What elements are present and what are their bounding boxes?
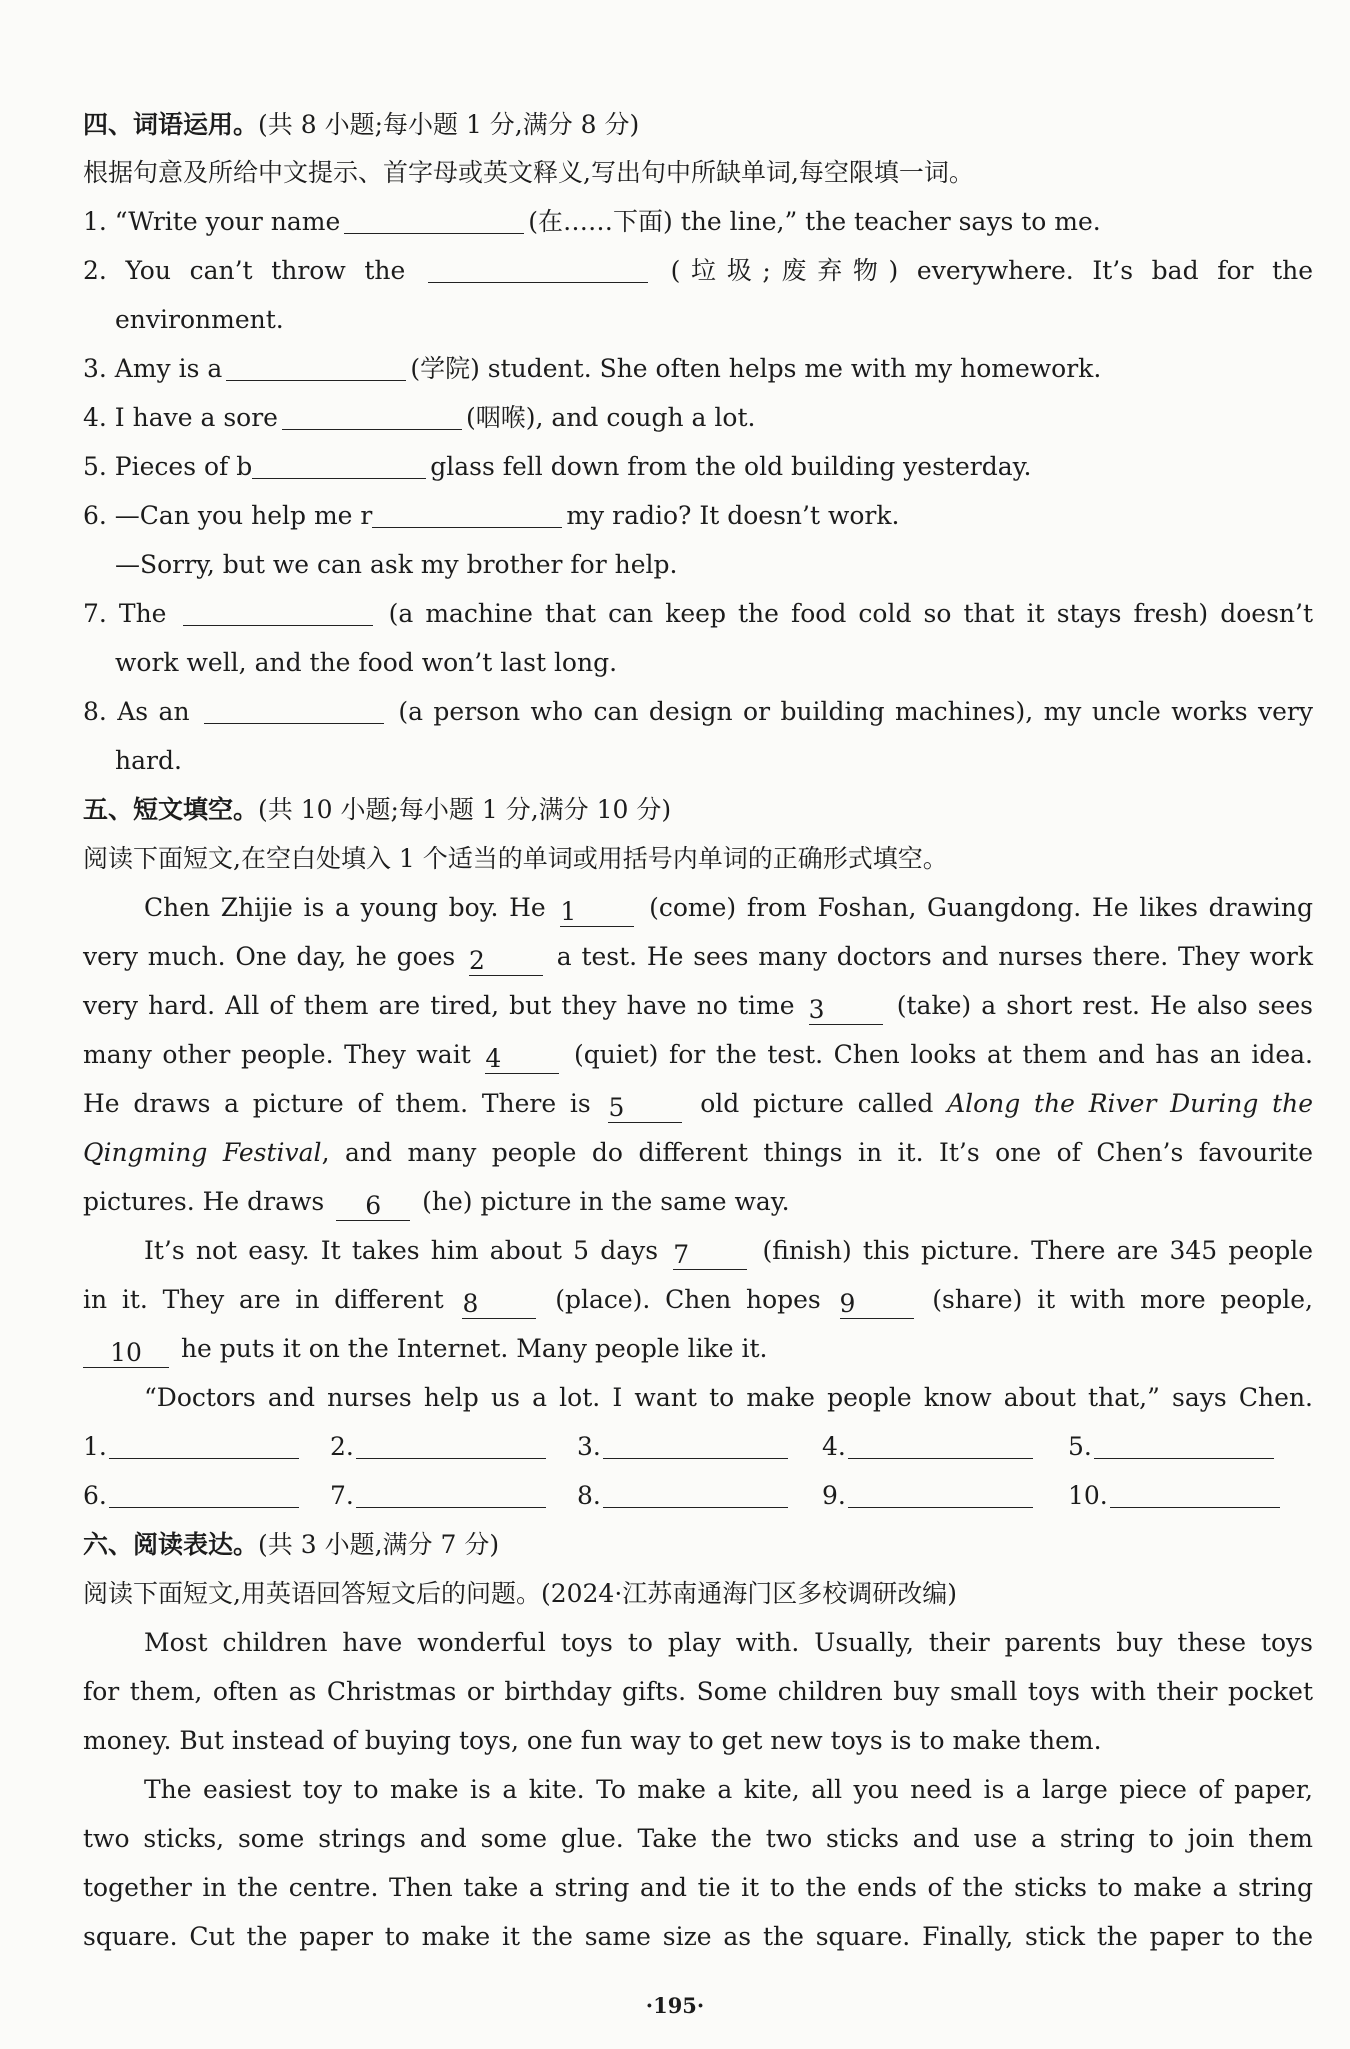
section4-score: (共 8 小题;每小题 1 分,满分 8 分) <box>258 110 640 139</box>
passage-blank[interactable]: 6 <box>336 1192 410 1221</box>
reading-line: The easiest toy to make is a kite. To make a kite, all you need is a large piece of paper, <box>144 1775 1313 1804</box>
passage-line: very much. One day, he goes 2 a test. He sees many doctors and nurses there. They work <box>83 942 1313 975</box>
question-8: 8. As an (a person who can design or building machines), my uncle works very <box>83 697 1313 726</box>
passage-blank[interactable]: 4 <box>485 1045 559 1074</box>
answer-line[interactable] <box>848 1430 1033 1459</box>
answer-slot-3: 3. <box>577 1429 792 1465</box>
answer-slot-6: 6. <box>83 1478 303 1514</box>
answer-line[interactable] <box>109 1479 299 1508</box>
passage-line: Qingming Festival, and many people do different things in it. It’s one of Chen’s favourite <box>83 1138 1313 1167</box>
question-6-reply: —Sorry, but we can ask my brother for help. <box>115 550 678 579</box>
passage-blank[interactable]: 10 <box>83 1339 169 1368</box>
reading-line: two sticks, some strings and some glue. Take the two sticks and use a string to join them <box>83 1824 1313 1853</box>
answer-slot-7: 7. <box>330 1478 550 1514</box>
question-7-cont: work well, and the food won’t last long. <box>115 648 618 677</box>
passage-blank[interactable]: 1 <box>560 898 634 927</box>
section6-instruction: 阅读下面短文,用英语回答短文后的问题。(2024·江苏南通海门区多校调研改编) <box>83 1579 958 1608</box>
passage-line: in it. They are in different 8 (place). Chen hopes 9 (share) it with more people, <box>83 1285 1313 1318</box>
answer-blank[interactable] <box>428 254 648 283</box>
passage-blank[interactable]: 8 <box>462 1290 536 1319</box>
passage-line: He draws a picture of them. There is 5 old picture called Along the River During the <box>83 1089 1314 1122</box>
question-3: 3. Amy is a (学院) student. She often helps me with my homework. <box>83 354 1102 383</box>
answer-blank[interactable] <box>204 695 384 724</box>
section5-score: (共 10 小题;每小题 1 分,满分 10 分) <box>258 795 672 824</box>
answer-line[interactable] <box>1094 1430 1274 1459</box>
answer-blank[interactable] <box>282 401 462 430</box>
question-5: 5. Pieces of b glass fell down from the old building yesterday. <box>83 452 1032 481</box>
question-4: 4. I have a sore (咽喉), and cough a lot. <box>83 403 756 432</box>
passage-line: Chen Zhijie is a young boy. He 1 (come) from Foshan, Guangdong. He likes drawing <box>144 893 1314 926</box>
answer-blank[interactable] <box>344 205 524 234</box>
answer-slot-5: 5. <box>1068 1429 1278 1465</box>
page-number: ·195· <box>645 1993 705 2018</box>
answer-blank[interactable] <box>226 352 406 381</box>
answer-slot-1: 1. <box>83 1429 303 1465</box>
question-2-cont: environment. <box>115 305 284 334</box>
answer-line[interactable] <box>356 1479 546 1508</box>
answer-slot-10: 10. <box>1068 1478 1284 1514</box>
painting-title: Along the River During the <box>947 1089 1314 1118</box>
passage-line: pictures. He draws 6 (he) picture in the same way. <box>83 1187 790 1220</box>
section5-heading <box>83 792 1313 828</box>
passage-line: 10 he puts it on the Internet. Many people like it. <box>83 1331 1313 1368</box>
answer-line[interactable] <box>848 1479 1033 1508</box>
answer-line[interactable] <box>356 1430 546 1459</box>
reading-line: square. Cut the paper to make it the same size as the square. Finally, stick the paper to the <box>83 1922 1313 1951</box>
answer-line[interactable] <box>603 1430 788 1459</box>
section6-title: 六、阅读表达。 <box>83 1530 259 1559</box>
answer-line[interactable] <box>1110 1479 1280 1508</box>
answer-blank[interactable] <box>372 499 562 528</box>
passage-blank[interactable]: 3 <box>809 996 883 1025</box>
answer-line[interactable] <box>109 1430 299 1459</box>
passage-blank[interactable]: 7 <box>673 1241 747 1270</box>
answer-slot-2: 2. <box>330 1429 550 1465</box>
passage-blank[interactable]: 9 <box>840 1290 914 1319</box>
section6-heading <box>83 1527 1313 1563</box>
answer-slot-4: 4. <box>822 1429 1037 1465</box>
answer-slot-8: 8. <box>577 1478 792 1514</box>
answer-blank[interactable] <box>252 450 426 479</box>
section4-title: 四、词语运用。 <box>83 110 259 139</box>
section4-heading <box>83 107 1313 143</box>
question-7: 7. The (a machine that can keep the food cold so that it stays fresh) doesn’t <box>83 599 1314 628</box>
passage-line: “Doctors and nurses help us a lot. I want to make people know about that,” says Chen. <box>144 1383 1313 1412</box>
section5-title: 五、短文填空。 <box>83 795 259 824</box>
passage-line: many other people. They wait 4 (quiet) for the test. Chen looks at them and has an idea. <box>83 1040 1314 1073</box>
reading-line: Most children have wonderful toys to play with. Usually, their parents buy these toys <box>144 1628 1313 1657</box>
passage-blank[interactable]: 5 <box>608 1094 682 1123</box>
answer-blank[interactable] <box>183 597 373 626</box>
painting-title-cont: Qingming Festival <box>83 1138 322 1167</box>
question-6: 6. —Can you help me r my radio? It doesn’t work. <box>83 501 900 530</box>
reading-line: together in the centre. Then take a string and tie it to the ends of the sticks to make a string <box>83 1873 1313 1902</box>
answer-slot-9: 9. <box>822 1478 1037 1514</box>
section6-score: (共 3 小题,满分 7 分) <box>258 1530 500 1559</box>
reading-line: for them, often as Christmas or birthday gifts. Some children buy small toys with their pocket <box>83 1677 1313 1706</box>
answer-line[interactable] <box>603 1479 788 1508</box>
section4-instruction: 根据句意及所给中文提示、首字母或英文释义,写出句中所缺单词,每空限填一词。 <box>83 158 974 187</box>
reading-line: money. But instead of buying toys, one fun way to get new toys is to make them. <box>83 1726 1102 1755</box>
question-8-cont: hard. <box>115 746 182 775</box>
passage-line: It’s not easy. It takes him about 5 days 7 (finish) this picture. There are 345 people <box>144 1236 1314 1269</box>
question-1: 1. “Write your name (在……下面) the line,” the teacher says to me. <box>83 207 1101 236</box>
passage-blank[interactable]: 2 <box>469 947 543 976</box>
section5-instruction: 阅读下面短文,在空白处填入 1 个适当的单词或用括号内单词的正确形式填空。 <box>83 844 948 873</box>
passage-line: very hard. All of them are tired, but they have no time 3 (take) a short rest. He also sees <box>83 991 1313 1024</box>
question-2: 2. You can’t throw the (垃圾;废弃物) everywhere. It’s bad for the <box>83 256 1314 285</box>
